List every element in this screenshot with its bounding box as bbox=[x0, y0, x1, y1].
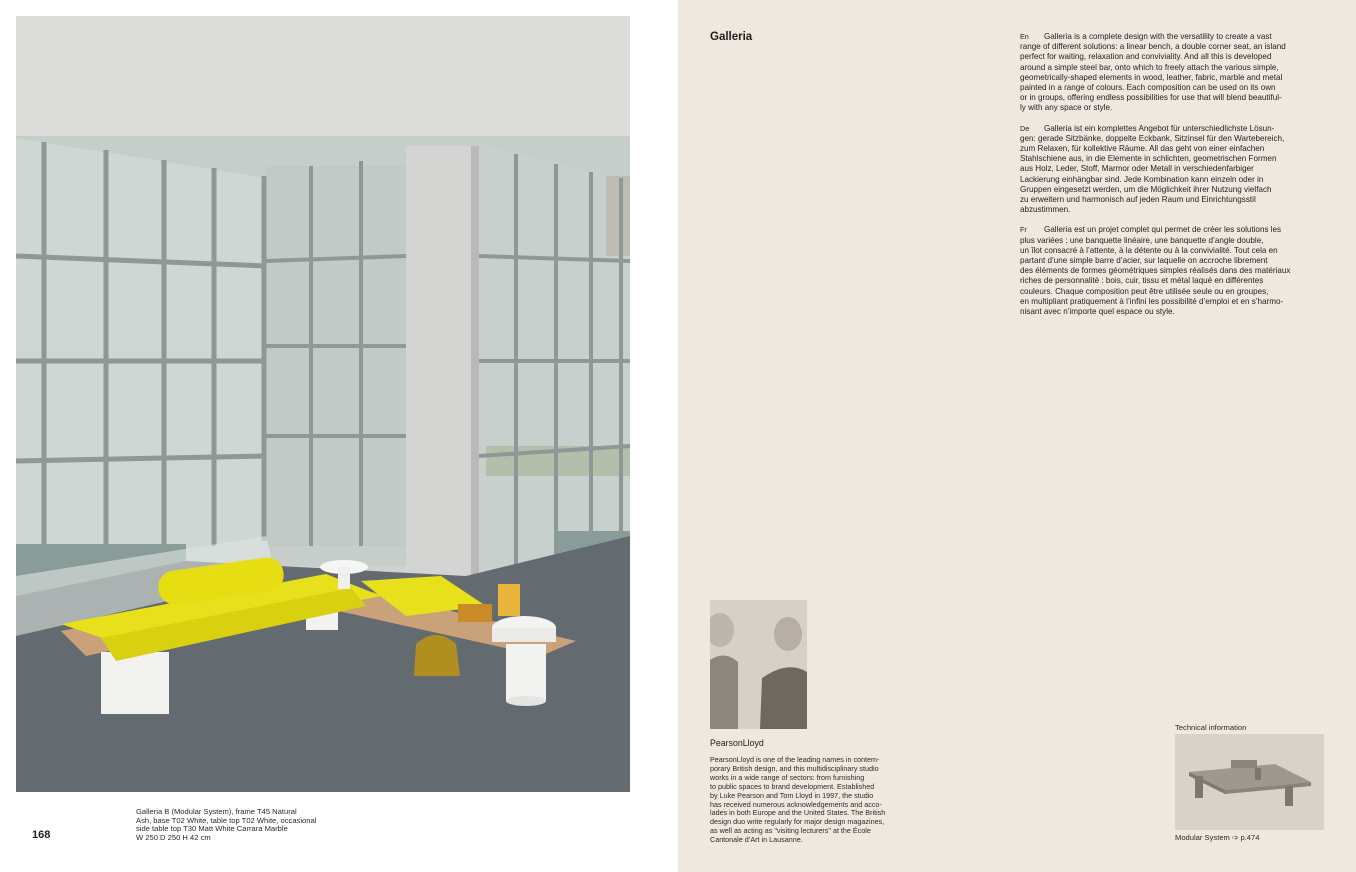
language-code: Fr bbox=[1020, 225, 1027, 235]
bio-line: design duo write regularly for major design magazines, bbox=[710, 817, 885, 827]
bio-line: has received numerous acknowledgements and acco- bbox=[710, 799, 882, 809]
product-photo-galleria-bench bbox=[16, 16, 630, 792]
description-line: en multipliant pratiquement à l’infini les possibilité d’emploi et en s’harmo- bbox=[1020, 296, 1284, 306]
description-line: gen: gerade Sitzbänke, doppelte Eckbank, Sitzinsel für den Wartebereich, bbox=[1020, 133, 1285, 143]
right-page bbox=[678, 0, 1356, 872]
description-line: couleurs. Chaque composition peut être utilisée seule ou en groupes, bbox=[1020, 286, 1269, 296]
description-line: Lackierung einhängbar sind. Jede Kombination kann einzeln oder in bbox=[1020, 174, 1264, 184]
description-line: aus Holz, Leder, Stoff, Marmor oder Metall in verschiedenfarbiger bbox=[1020, 164, 1254, 174]
modular-system-page-link[interactable]: Modular System ➩ p.474 bbox=[1175, 833, 1260, 842]
description-line: or in groups, offering endless possibilities for use that will blend beautiful- bbox=[1020, 93, 1282, 103]
description-en bbox=[1020, 32, 1330, 114]
description-line: plus variées : une banquette linéaire, une banquette d’angle double, bbox=[1020, 235, 1264, 245]
description-line: des éléments de formes géométriques simples réalisés dans des matériaux bbox=[1020, 266, 1291, 276]
description-line: zu erweitern und harmonisch auf jeden Raum und Einrichtungsstil bbox=[1020, 195, 1256, 205]
caption-line: side table top T30 Matt White Carrara Marble bbox=[136, 824, 288, 834]
description-line: Gruppen eingesetzt werden, um die Möglichkeit ihrer Nutzung vielfach bbox=[1020, 184, 1272, 194]
designer-name: PearsonLloyd bbox=[710, 738, 764, 748]
description-line: Galleria is a complete design with the versatility to create a vast bbox=[1044, 32, 1272, 41]
caption-line: W 250 D 250 H 42 cm bbox=[136, 833, 211, 843]
technical-information-label: Technical information bbox=[1175, 723, 1247, 732]
language-code: De bbox=[1020, 123, 1030, 133]
bio-line: as well as acting as "visiting lecturers" at the École bbox=[710, 826, 871, 836]
bio-line: PearsonLloyd is one of the leading names in contem- bbox=[710, 755, 880, 764]
description-line: around a simple steel bar, onto which to freely attach the various simple, bbox=[1020, 62, 1279, 72]
bio-line: works in a wide range of sectors: from furnishing bbox=[710, 772, 865, 782]
description-line: nisant avec n’importe quel espace ou style. bbox=[1020, 307, 1175, 317]
description-line: painted in a range of colours. Each composition can be used on its own bbox=[1020, 83, 1276, 93]
language-code: En bbox=[1020, 32, 1029, 41]
bio-line: lades in both Europe and the United States. The British bbox=[710, 808, 886, 818]
description-line: abzustimmen. bbox=[1020, 205, 1071, 215]
description-line: un îlot consacré à l’attente, à la détente ou à la convivialité. Tout cela en bbox=[1020, 245, 1278, 255]
technical-drawing-thumbnail bbox=[1175, 734, 1324, 830]
description-line: Galleria ist ein komplettes Angebot für unterschiedlichste Lösun- bbox=[1044, 123, 1275, 133]
description-de bbox=[1020, 124, 1330, 216]
product-title: Galleria bbox=[710, 31, 753, 43]
designer-portrait-photo bbox=[710, 600, 807, 729]
description-line: geometrically-shaped elements in wood, leather, fabric, marble and metal bbox=[1020, 72, 1283, 82]
bio-line: porary British design, and this multidisciplinary studio bbox=[710, 763, 879, 773]
bio-line: Cantonale d’Art in Lausanne. bbox=[710, 835, 803, 845]
description-line: ly with any space or style. bbox=[1020, 103, 1113, 113]
description-line: riches de personnalité : bois, cuir, tissu et métal laqué en différentes bbox=[1020, 276, 1264, 286]
bio-line: to public spaces to brand development. Established bbox=[710, 781, 875, 791]
description-fr bbox=[1020, 225, 1330, 317]
photo-caption bbox=[136, 808, 366, 843]
bio-line: by Luke Pearson and Tom Lloyd in 1997, the studio bbox=[710, 790, 874, 800]
description-line: perfect for waiting, relaxation and conviviality. And all this is developed bbox=[1020, 52, 1272, 62]
description-line: Stahlschiene aus, in die Elemente in schlichten, geometrischen Formen bbox=[1020, 154, 1277, 164]
page-number: 168 bbox=[32, 829, 51, 841]
description-line: Galleria est un projet complet qui permet de créer les solutions les bbox=[1044, 225, 1282, 235]
description-line: partant d’une simple barre d’acier, sur laquelle on accroche librement bbox=[1020, 256, 1268, 266]
designer-bio bbox=[710, 756, 930, 845]
description-texts bbox=[1020, 32, 1330, 327]
caption-line: Galleria B (Modular System), frame T45 Natural bbox=[136, 807, 297, 816]
description-line: range of different solutions: a linear bench, a double corner seat, an island bbox=[1020, 42, 1286, 52]
caption-line: Ash, base T02 White, table top T02 White, occasional bbox=[136, 815, 317, 825]
description-line: zum Relaxen, für kollektive Räume. All das geht von einer einfachen bbox=[1020, 144, 1265, 154]
